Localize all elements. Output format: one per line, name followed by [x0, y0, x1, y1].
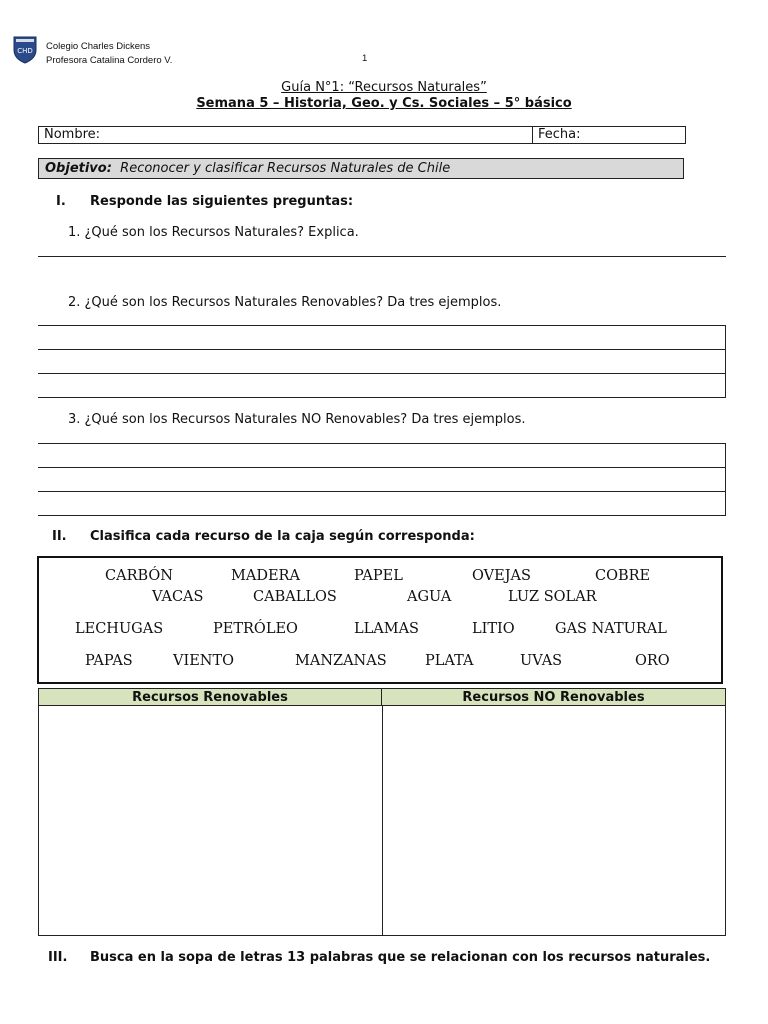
name-field[interactable]: [39, 127, 533, 143]
section-3-heading: [48, 950, 738, 966]
page-subtitle: [0, 96, 768, 111]
word-ovejas: OVEJAS: [472, 568, 531, 584]
non-renewable-header: Recursos NO Renovables: [382, 689, 725, 706]
word-manzanas: MANZANAS: [295, 653, 387, 669]
renewable-header: Recursos Renovables: [39, 689, 382, 706]
word-madera: MADERA: [231, 568, 300, 584]
answer-row[interactable]: [38, 326, 725, 350]
answer-box-2[interactable]: [38, 325, 726, 398]
word-vacas: VACAS: [152, 589, 204, 605]
section-1-heading: [56, 194, 656, 209]
word-petroleo: PETRÓLEO: [213, 621, 298, 637]
page-title: [0, 80, 768, 95]
classification-table: [38, 688, 726, 936]
section-2-heading: [52, 529, 712, 544]
renewable-cell[interactable]: [39, 706, 382, 935]
word-lechugas: LECHUGAS: [75, 621, 164, 637]
section-3-number: III.: [48, 950, 68, 965]
teacher-name: Profesora Catalina Cordero V.: [46, 55, 173, 66]
word-plata: PLATA: [425, 653, 474, 669]
question-3: 3. ¿Qué son los Recursos Naturales NO Renovables? Da tres ejemplos.: [68, 412, 526, 427]
date-field[interactable]: [533, 127, 581, 143]
school-logo: [10, 34, 40, 64]
objective-label: Objetivo:: [45, 161, 112, 176]
non-renewable-cell[interactable]: [383, 706, 725, 935]
word-papel: PAPEL: [354, 568, 403, 584]
section-3-text: Busca en la sopa de letras 13 palabras que se relacionan con los recursos naturales.: [90, 950, 711, 965]
title-line-1: Guía N°1: “Recursos Naturales”: [281, 80, 487, 95]
word-caballos: CABALLOS: [253, 589, 337, 605]
word-agua: AGUA: [407, 589, 452, 605]
section-1-number: I.: [56, 194, 66, 209]
answer-row[interactable]: [38, 374, 725, 397]
word-papas: PAPAS: [85, 653, 133, 669]
title-line-2: Semana 5 – Historia, Geo. y Cs. Sociales – 5° básico: [196, 96, 572, 111]
word-litio: LITIO: [472, 621, 515, 637]
answer-row[interactable]: [38, 444, 725, 468]
word-luz-solar: LUZ SOLAR: [508, 589, 597, 605]
word-uvas: UVAS: [520, 653, 563, 669]
objective-box: [38, 158, 684, 179]
word-cobre: COBRE: [595, 568, 651, 584]
section-1-title: Responde las siguientes preguntas:: [90, 194, 354, 209]
word-carbon: CARBÓN: [105, 568, 173, 584]
word-gas-natural: GAS NATURAL: [555, 621, 667, 637]
page-number: 1: [362, 53, 368, 64]
word-llamas: LLAMAS: [354, 621, 419, 637]
question-1: 1. ¿Qué son los Recursos Naturales? Explica.: [68, 225, 359, 240]
word-bank-box: [37, 556, 723, 684]
answer-row[interactable]: [38, 468, 725, 492]
question-2: 2. ¿Qué son los Recursos Naturales Renovables? Da tres ejemplos.: [68, 295, 502, 310]
objective-text: Reconocer y clasificar Recursos Naturales de Chile: [120, 161, 451, 176]
student-info-box: [38, 126, 686, 144]
answer-row[interactable]: [38, 350, 725, 374]
word-viento: VIENTO: [173, 653, 235, 669]
name-label: Nombre:: [44, 127, 101, 142]
answer-line-1[interactable]: [38, 256, 726, 257]
school-name: Colegio Charles Dickens: [46, 41, 151, 52]
section-2-number: II.: [52, 529, 67, 544]
word-oro: ORO: [635, 653, 670, 669]
section-2-title: Clasifica cada recurso de la caja según corresponda:: [90, 529, 475, 544]
date-label: Fecha:: [538, 127, 581, 142]
answer-row[interactable]: [38, 492, 725, 515]
logo-text: CHD: [17, 47, 33, 55]
school-info: [46, 40, 172, 68]
answer-box-3[interactable]: [38, 443, 726, 516]
